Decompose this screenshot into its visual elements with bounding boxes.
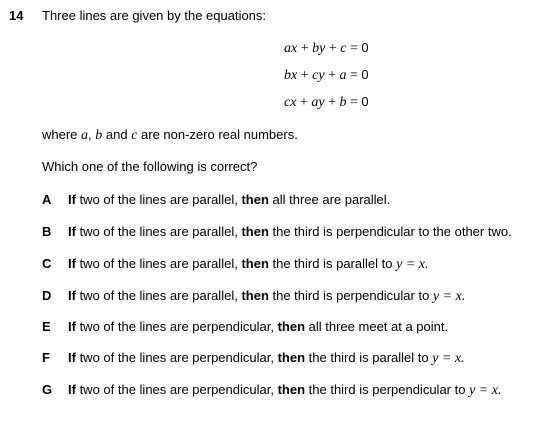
option-text: all three are parallel. [268, 192, 391, 207]
eq-op: + [324, 68, 340, 83]
option-math: y = x. [469, 383, 502, 398]
option-text: two of the lines are parallel, [75, 288, 242, 303]
option-then: then [241, 288, 269, 303]
option-then: then [277, 382, 306, 397]
option-if: If [68, 224, 76, 239]
var-b: b [95, 128, 103, 143]
eq-term: ax [284, 41, 298, 56]
option-if: If [68, 350, 76, 365]
option-text: two of the lines are perpendicular, [75, 382, 278, 397]
option-g[interactable] [42, 382, 501, 399]
eq-term: a [339, 68, 347, 83]
eq-op: + [297, 41, 313, 56]
option-math: y = x. [432, 351, 465, 366]
eq-op: = [346, 68, 362, 83]
option-then: then [277, 350, 306, 365]
option-b[interactable] [42, 224, 512, 239]
where-clause [42, 127, 298, 144]
option-then: then [241, 256, 269, 271]
option-math: y = x. [396, 257, 429, 272]
eq-rhs: 0 [361, 94, 369, 109]
option-letter: E [42, 319, 51, 334]
equation-2 [284, 67, 369, 94]
eq-term: c [340, 41, 347, 56]
option-text: the third is parallel to [305, 350, 433, 365]
option-math: y = x. [432, 289, 466, 304]
option-text: all three meet at a point. [305, 319, 449, 334]
option-letter: D [42, 288, 52, 303]
option-text: the third is perpendicular to [305, 382, 470, 397]
where-sep: , [88, 127, 96, 142]
equation-3 [284, 94, 369, 121]
eq-term: ay [311, 95, 325, 110]
eq-term: b [339, 95, 347, 110]
option-letter: G [42, 382, 53, 397]
option-if: If [68, 319, 76, 334]
question-stem: Three lines are given by the equations: [42, 8, 267, 23]
eq-term: bx [284, 68, 298, 83]
option-text: two of the lines are parallel, [75, 192, 242, 207]
where-and: and [102, 127, 132, 142]
option-c[interactable] [42, 256, 428, 273]
option-f[interactable] [42, 350, 465, 367]
var-a: a [81, 128, 89, 143]
question-number: 14 [9, 8, 24, 23]
eq-op: + [297, 68, 313, 83]
option-a[interactable] [42, 192, 390, 207]
where-pre: where [42, 127, 82, 142]
option-if: If [68, 192, 76, 207]
var-c: c [131, 128, 138, 143]
option-text: the third is perpendicular to [268, 288, 433, 303]
option-text: the third is parallel to [268, 256, 397, 271]
option-letter: A [42, 192, 52, 207]
option-text: two of the lines are parallel, [75, 256, 242, 271]
eq-rhs: 0 [361, 40, 369, 55]
option-text: two of the lines are parallel, [75, 224, 242, 239]
option-then: then [241, 192, 269, 207]
eq-op: = [346, 95, 362, 110]
eq-term: cy [312, 68, 325, 83]
option-text: two of the lines are perpendicular, [75, 319, 278, 334]
eq-term: cx [284, 95, 297, 110]
option-e[interactable] [42, 319, 448, 334]
option-d[interactable] [42, 288, 465, 305]
option-letter: B [42, 224, 52, 239]
option-letter: F [42, 350, 50, 365]
option-if: If [68, 288, 76, 303]
option-if: If [68, 256, 76, 271]
where-post: are non-zero real numbers. [137, 127, 298, 142]
option-text: the third is perpendicular to the other two. [268, 224, 512, 239]
eq-op: + [324, 95, 340, 110]
eq-op: + [296, 95, 312, 110]
eq-op: = [346, 41, 362, 56]
option-text: two of the lines are perpendicular, [75, 350, 278, 365]
option-letter: C [42, 256, 52, 271]
eq-op: + [325, 41, 341, 56]
eq-term: by [312, 41, 326, 56]
equation-1 [284, 40, 369, 67]
option-if: If [68, 382, 76, 397]
question-prompt: Which one of the following is correct? [42, 159, 258, 174]
option-then: then [277, 319, 306, 334]
equations-block [284, 40, 369, 121]
eq-rhs: 0 [361, 67, 369, 82]
option-then: then [241, 224, 269, 239]
